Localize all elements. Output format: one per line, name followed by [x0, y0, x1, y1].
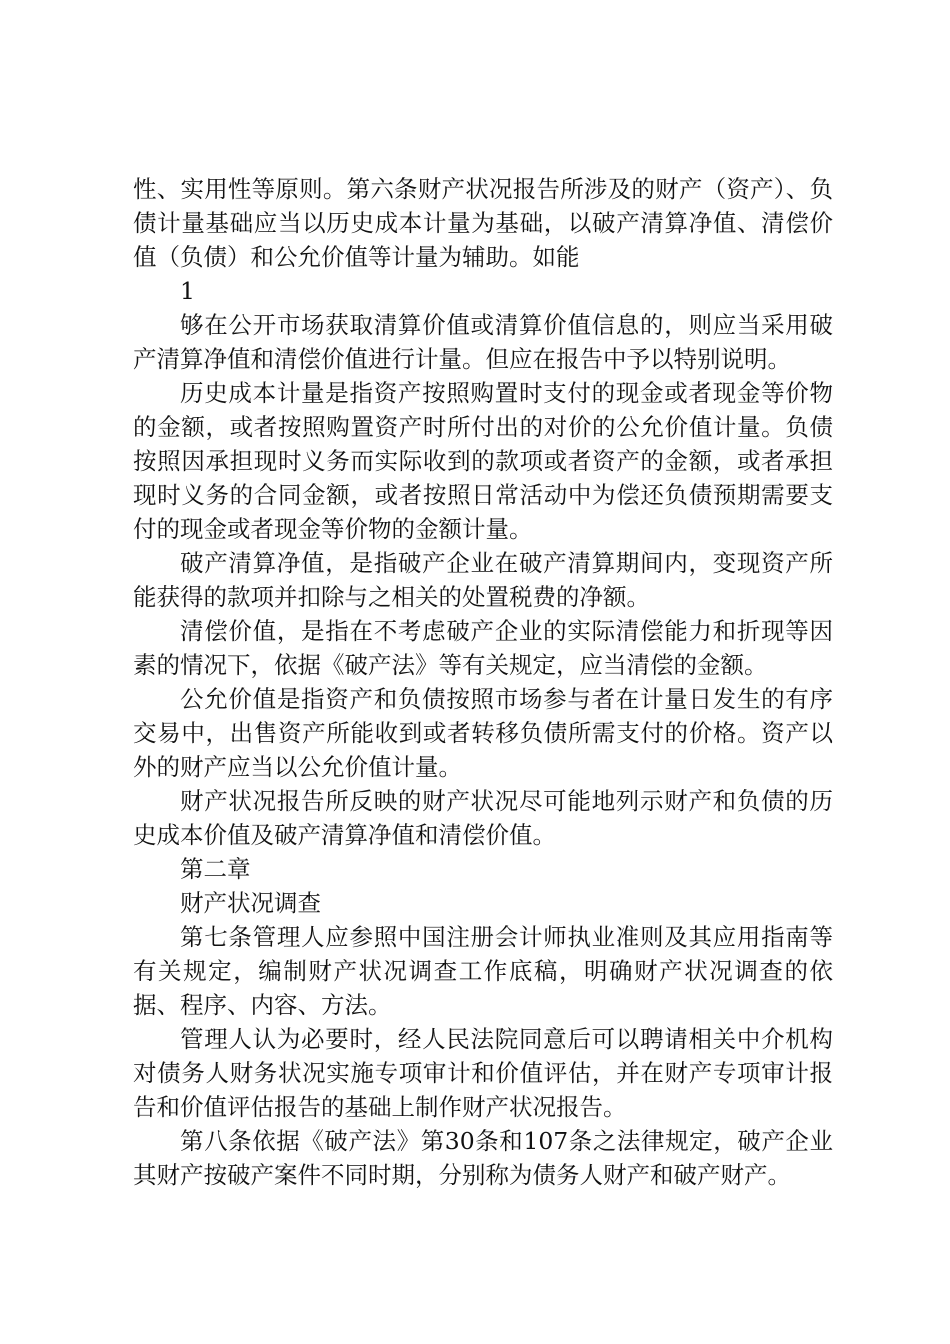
paragraph-settlement-value: 清偿价值，是指在不考虑破产企业的实际清偿能力和折现等因素的情况下，依据《破产法》等有关规定，应当清偿的金额。: [133, 617, 833, 679]
paragraph-report-reflection: 财产状况报告所反映的财产状况尽可能地列示财产和负债的历史成本价值及破产清算净值和清偿价值。: [133, 787, 833, 849]
document-body: [133, 172, 833, 1192]
paragraph-liquidation-net-value: 破产清算净值，是指破产企业在破产清算期间内，变现资产所能获得的款项并扣除与之相关的处置税费的净额。: [133, 549, 833, 611]
paragraph-article-6-continued: 够在公开市场获取清算价值或清算价值信息的，则应当采用破产清算净值和清偿价值进行计量。但应在报告中予以特别说明。: [133, 311, 833, 373]
paragraph-article-8: 第八条依据《破产法》第30条和107条之法律规定，破产企业其财产按破产案件不同时期，分别称为债务人财产和破产财产。: [133, 1127, 833, 1189]
paragraph-intermediary: 管理人认为必要时，经人民法院同意后可以聘请相关中介机构对债务人财务状况实施专项审计和价值评估，并在财产专项审计报告和价值评估报告的基础上制作财产状况报告。: [133, 1025, 833, 1121]
paragraph-historical-cost: 历史成本计量是指资产按照购置时支付的现金或者现金等价物的金额，或者按照购置资产时所付出的对价的公允价值计量。负债按照因承担现时义务而实际收到的款项或者资产的金额，或者承担现时义务的合同金额，或者按照日常活动中为偿还负债预期需要支付的现金或者现金等价物的金额计量。: [133, 379, 833, 543]
paragraph-article-6-start: 性、实用性等原则。第六条财产状况报告所涉及的财产（资产）、负债计量基础应当以历史成本计量为基础，以破产清算净值、清偿价值（负债）和公允价值等计量为辅助。如能: [133, 175, 833, 271]
chapter-title: 财产状况调查: [180, 889, 321, 917]
paragraph-fair-value: 公允价值是指资产和负债按照市场参与者在计量日发生的有序交易中，出售资产所能收到或者转移负债所需支付的价格。资产以外的财产应当以公允价值计量。: [133, 685, 833, 781]
chapter-heading: 第二章: [180, 855, 251, 883]
paragraph-article-7: 第七条管理人应参照中国注册会计师执业准则及其应用指南等有关规定，编制财产状况调查工作底稿，明确财产状况调查的依据、程序、内容、方法。: [133, 923, 833, 1019]
page-number: 1: [180, 277, 195, 305]
